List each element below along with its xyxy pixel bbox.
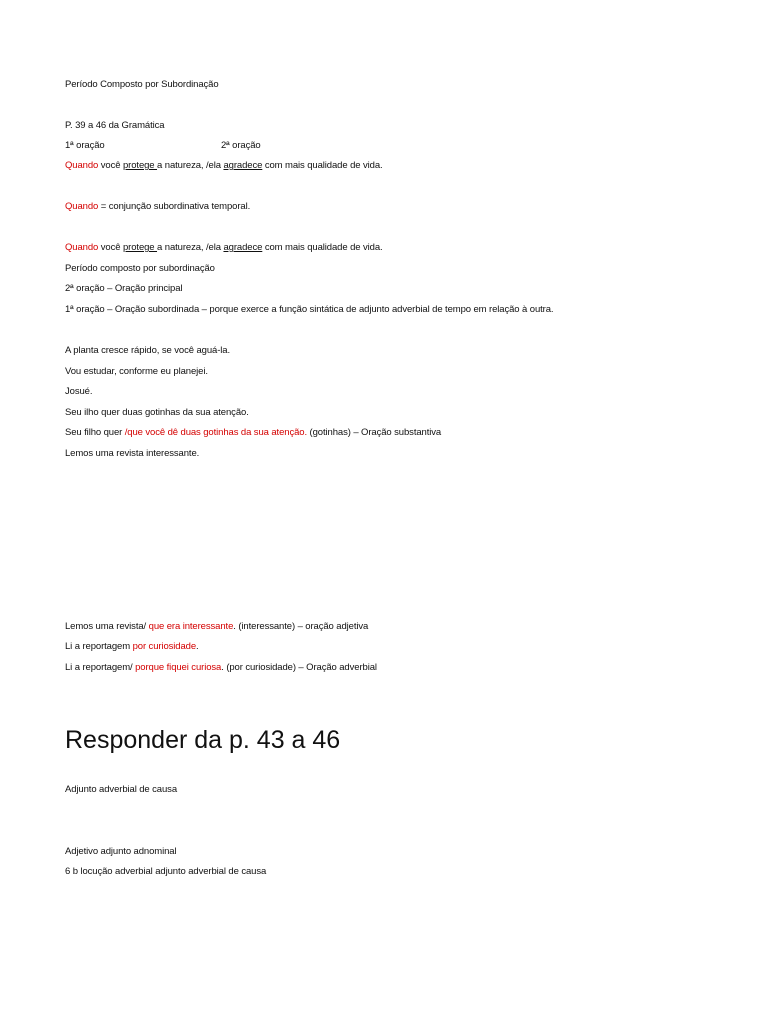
example-li-1 (65, 641, 199, 653)
sentence-text: . (196, 641, 199, 652)
sentence-text: Li a reportagem/ (65, 662, 136, 673)
conjunction-word: Quando (65, 160, 99, 171)
document-title: Período Composto por Subordinação (65, 79, 219, 90)
sentence-text: com mais qualidade de vida. (262, 160, 383, 171)
example-josue: Josué. (65, 386, 93, 397)
sentence-text: Seu filho quer (65, 427, 125, 438)
note-adjetivo: Adjetivo adjunto adnominal (65, 846, 177, 857)
sentence-text: Li a reportagem (65, 641, 133, 652)
sentence-text: a natureza, /ela (157, 160, 224, 171)
note-causa: Adjunto adverbial de causa (65, 784, 178, 795)
sentence-text: . (por curiosidade) – Oração adverbial (221, 662, 377, 673)
example-ilho: Seu ilho quer duas gotinhas da sua atenção. (65, 407, 249, 418)
sentence-text: com mais qualidade de vida. (262, 242, 383, 253)
highlighted-clause: por curiosidade (132, 641, 197, 652)
conjunction-word: Quando (65, 201, 99, 212)
verb-agradece: agradece (223, 242, 263, 253)
subordinate-clause-note: 1ª oração – Oração subordinada – porque exerce a função sintática de adjunto adverbial de tempo em relação à outra. (65, 304, 554, 315)
highlighted-clause: que era interessante (148, 621, 234, 632)
highlighted-clause: /que você dê duas gotinhas da sua atenção. (124, 427, 308, 438)
sentence-text: você (98, 242, 123, 253)
verb-protege: protege (122, 160, 158, 171)
definition-text: = conjunção subordinativa temporal. (98, 201, 251, 212)
highlighted-clause: porque fiquei curiosa (135, 662, 222, 673)
main-clause-note: 2ª oração – Oração principal (65, 283, 183, 294)
conjunction-definition (65, 201, 250, 213)
example-sentence-2 (65, 242, 383, 254)
sentence-text: . (interessante) – oração adjetiva (233, 621, 369, 632)
note-locucao: 6 b locução adverbial adjunto adverbial de causa (65, 866, 267, 877)
periodo-composto: Período composto por subordinação (65, 263, 215, 274)
example-lemos-2 (65, 621, 368, 633)
sentence-text: você (98, 160, 123, 171)
conjunction-word: Quando (65, 242, 99, 253)
example-planta: A planta cresce rápido, se você aguá-la. (65, 345, 230, 356)
sentence-text: (gotinhas) – Oração substantiva (307, 427, 442, 438)
sentence-text: a natureza, /ela (157, 242, 224, 253)
first-clause-label: 1ª oração (65, 140, 105, 151)
example-vou: Vou estudar, conforme eu planejei. (65, 366, 208, 377)
example-sentence-1 (65, 160, 383, 172)
verb-protege: protege (122, 242, 158, 253)
sentence-text: Lemos uma revista/ (65, 621, 149, 632)
verb-agradece: agradece (223, 160, 263, 171)
section-heading: Responder da p. 43 a 46 (65, 726, 341, 754)
example-lemos-1: Lemos uma revista interessante. (65, 448, 200, 459)
pages-reference: P. 39 a 46 da Gramática (65, 120, 165, 131)
example-li-2 (65, 662, 377, 674)
example-filho (65, 427, 441, 439)
column-labels (65, 140, 261, 152)
second-clause-label: 2ª oração (221, 140, 261, 151)
